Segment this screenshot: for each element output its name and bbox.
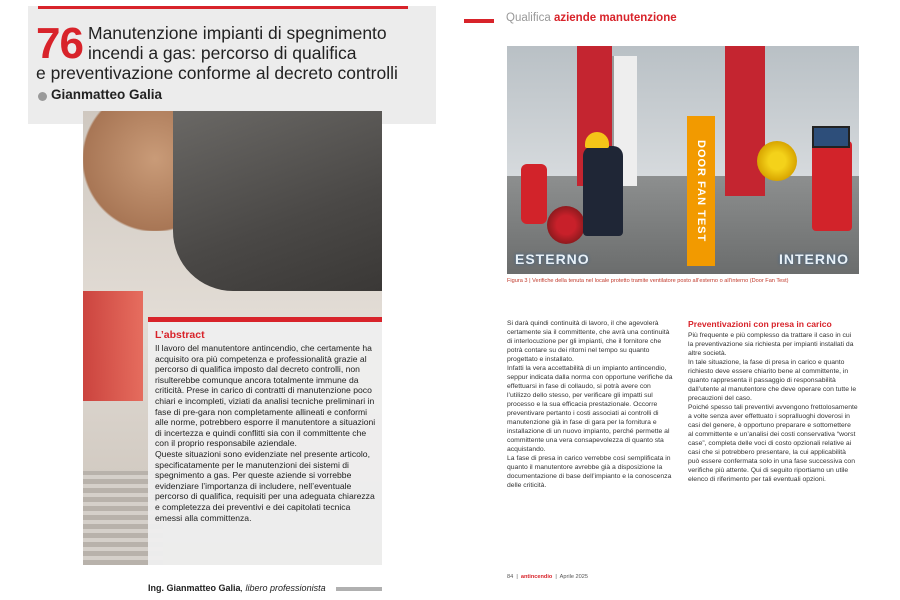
- col-right-paragraph-1: Più frequente e più complesso da trattare il caso in cui la preventivazione sia richiesta per impianti installati da altre società.: [688, 332, 854, 357]
- byline: [148, 583, 326, 593]
- author-name: Gianmatteo Galia: [51, 87, 163, 102]
- fan-left-image: [547, 206, 585, 244]
- byline-bar: [336, 587, 382, 591]
- abstract-paragraph-1: Il lavoro del manutentore antincendio, che certamente ha acquisito ora più competenza e professionalità grazie al percorso di qualifica imposto dal decreto controlli, non risulterebbe comunque ancora totalmente immune da criticità. Prese in carico di contratti di manutenzione poco chiari e incompleti, viziati da analisi tecniche preliminari in fase di pre-gara non completamente allineati e conformi alle norme, potrebbero esporre il manutentore a situazioni di incertezza e quindi conflitti sia con il committente che con il proprio responsabile aziendale.: [155, 343, 376, 449]
- title-line-2: incendi a gas: percorso di qualifica: [88, 43, 357, 63]
- cart-image: [812, 141, 852, 231]
- footer-date: Aprile 2025: [559, 574, 588, 580]
- article-number: 76: [36, 19, 83, 68]
- abstract-text: [155, 343, 376, 523]
- section-marker: [464, 19, 494, 23]
- title-line-3: e preventivazione conforme al decreto controlli: [36, 63, 398, 83]
- byline-role: , libero professionista: [240, 583, 326, 593]
- footer-page: 84: [507, 574, 514, 580]
- title-band: [28, 6, 436, 124]
- red-object-image: [83, 291, 143, 401]
- author-bullet-icon: [38, 92, 47, 101]
- label-interno: INTERNO: [779, 251, 849, 267]
- footer-brand: antincendio: [520, 574, 553, 580]
- sleeve-image: [173, 111, 382, 291]
- section-header: [506, 12, 677, 24]
- laptop-image: [812, 126, 850, 148]
- fan-right-image: [757, 141, 797, 181]
- title-rule: [38, 6, 408, 9]
- col-right-heading: Preventivazioni con presa in carico: [688, 319, 832, 329]
- col-left-paragraph-2: Infatti la vera accettabilità di un impianto antincendio, seppur indicata dalla norma con opportune verifiche da effettuarsi in fase di collaudo, si potrà avere con l’utilizzo dello stesso, per verificare gli impatti sul processo e la sua efficacia prestazionale. Occorre preventivare pertanto i costi associati ai controlli di manutenzione già in fase di gara per la fornitura e installazione di un nuovo impianto, perché permette al committente una vera consapevolezza di quanto sta acquistando.: [507, 365, 673, 453]
- col-right-paragraph-3: Poiché spesso tali preventivi avvengono frettolosamente a volte senza aver effettuato i sopralluoghi doverosi in casi del genere, è opportuno preparare e sottomettere al committente e un’analisi dei costi conservativa “worst case”, completa delle voci di costo opzionali relative ai casi che si potrebbero presentare, la cui applicabilità può essere confermata solo in una fase successiva con verifiche più attente. Qui di seguito riportiamo un utile elenco di riferimento per tali eventuali opzioni.: [688, 404, 858, 483]
- page-footer: 84 | antincendio | Aprile 2025: [507, 574, 588, 580]
- col-right-paragraph-2: In tale situazione, la fase di presa in carico e quanto richiesto deve essere chiarito bene al committente, in quanto rappresenta il passaggio di responsabilità dall’utente al manutentore che deve operare con tutte le precauzioni del caso.: [688, 359, 857, 402]
- byline-name: Ing. Gianmatteo Galia: [148, 583, 241, 593]
- column-left: [507, 319, 675, 490]
- figure-caption: Figura 3 | Verifiche della tenuta nel locale protetto tramite ventilatore posto all’esterno o all’interno (Door Fan Test): [507, 278, 789, 284]
- technician-image: [583, 146, 623, 236]
- label-esterno: ESTERNO: [515, 251, 590, 267]
- section-header-prefix: Qualifica: [506, 12, 554, 24]
- title-line-1: Manutenzione impianti di spegnimento: [88, 23, 387, 43]
- section-header-bold: aziende manutenzione: [553, 12, 677, 24]
- door-fan-photo: [507, 46, 859, 274]
- red-door-right-image: [725, 46, 765, 196]
- door-fan-banner: DOOR FAN TEST: [687, 116, 715, 266]
- abstract-title: L’abstract: [155, 329, 205, 341]
- abstract-paragraph-2: Queste situazioni sono evidenziate nel presente articolo, specificatamente per le manutenzioni dei sistemi di spegnimento a gas. Per queste aziende si vorrebbe evidenziare l’importanza di includere, nell’eventuale percorso di qualifica, requisiti per una adeguata chiarezza e completezza dei preventivi e dei capitolati tecnica emessi alla committenza.: [155, 448, 375, 523]
- column-right: [688, 319, 858, 484]
- extinguisher-image: [521, 164, 547, 224]
- abstract-box: [148, 317, 382, 565]
- col-left-paragraph-1: Si darà quindi continuità di lavoro, il che agevolerà certamente sia il committente, che avrà una continuità di interlocuzione per gli impianti, che il fornitore che potrà contare su dei ritorni nel tempo su quanto progettato e installato.: [507, 320, 670, 363]
- col-left-paragraph-3: La fase di presa in carico verrebbe così semplificata in quanto il manutentore avrebbe già a disposizione la documentazione di base dell’impianto e la conoscenza delle criticità.: [507, 455, 672, 489]
